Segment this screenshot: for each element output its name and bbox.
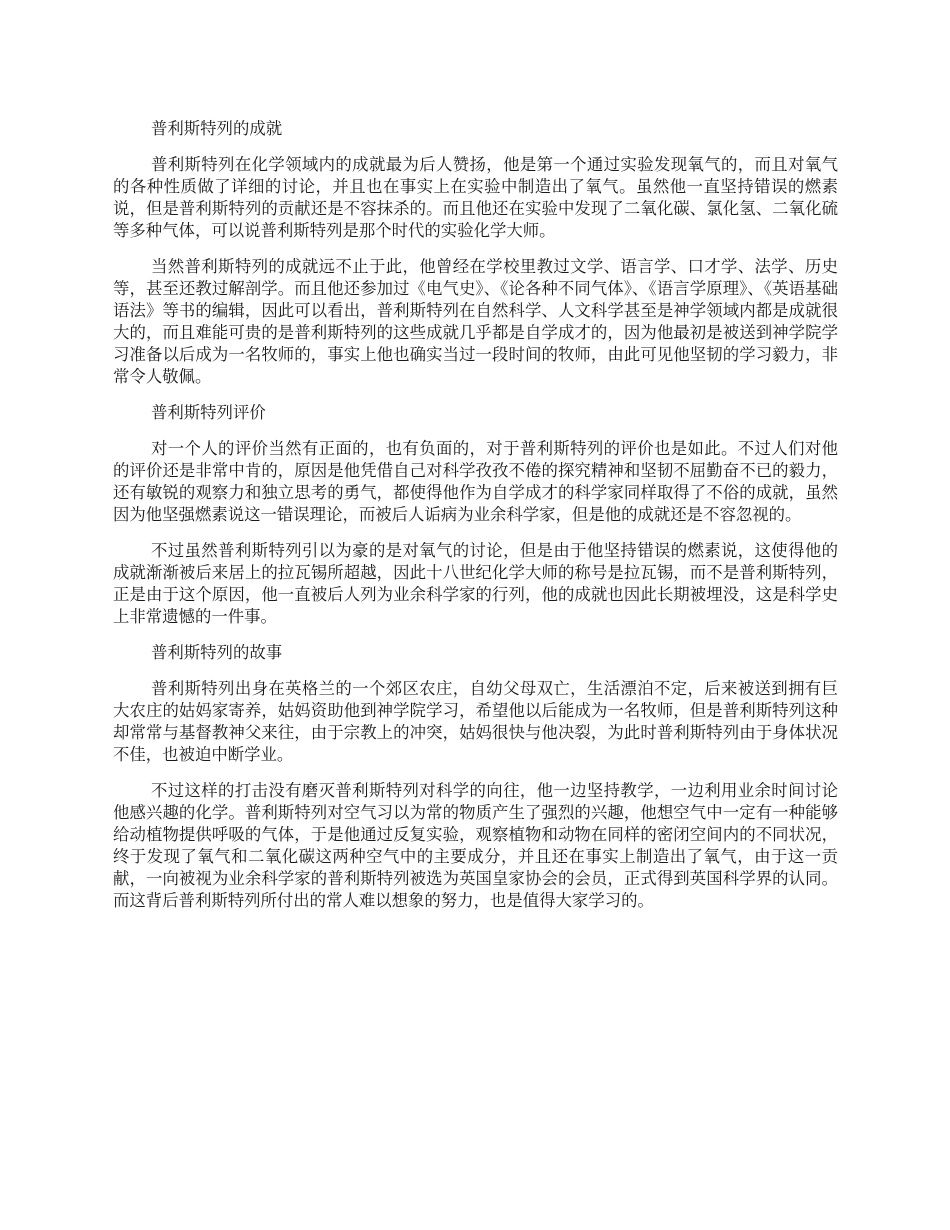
paragraph: 当然普利斯特列的成就远不止于此，他曾经在学校里教过文学、语言学、口才学、法学、历史等，甚至还教过解剖学。而且他还参加过《电气史》、《论各种不同气体》、《语言学原理》、《英语基础语法》等书的编辑，因此可以看出，普利斯特列在自然科学、人文科学甚至是神学领域内都是成就很大的，而且难能可贵的是普利斯特列的这些成就几乎都是自学成才的，因为他最初是被送到神学院学习准备以后成为一名牧师的，事实上他也确实当过一段时间的牧师，由此可见他坚韧的学习毅力，非常令人敬佩。	[113, 257, 838, 386]
section-achievements	[113, 118, 838, 388]
paragraph: 对一个人的评价当然有正面的，也有负面的，对于普利斯特列的评价也是如此。不过人们对他的评价还是非常中肯的，原因是他凭借自己对科学孜孜不倦的探究精神和坚韧不屈勤奋不已的毅力，还有敏锐的观察力和独立思考的勇气，都使得他作为自学成才的科学家同样取得了不俗的成就，虽然因为他坚强燃素说这一错误理论，而被后人诟病为业余科学家，但是他的成就还是不容忽视的。	[113, 439, 838, 524]
document-body	[113, 118, 838, 926]
paragraph: 不过虽然普利斯特列引以为豪的是对氧气的讨论，但是由于他坚持错误的燃素说，这使得他的成就渐渐被后来居上的拉瓦锡所超越，因此十八世纪化学大师的称号是拉瓦锡，而不是普利斯特列，正是由于这个原因，他一直被后人列为业余科学家的行列，他的成就也因此长期被埋没，这是科学史上非常遗憾的一件事。	[113, 541, 838, 626]
paragraph: 不过这样的打击没有磨灭普利斯特列对科学的向往，他一边坚持教学，一边利用业余时间讨论他感兴趣的化学。普利斯特列对空气习以为常的物质产生了强烈的兴趣，他想空气中一定有一种能够给动植物提供呼吸的气体，于是他通过反复实验，观察植物和动物在同样的密闭空间内的不同状况，终于发现了氧气和二氧化碳这两种空气中的主要成分，并且还在事实上制造出了氧气，由于这一贡献，一向被视为业余科学家的普利斯特列被选为英国皇家协会的会员，正式得到英国科学界的认同。而这背后普利斯特列所付出的常人难以想象的努力，也是值得大家学习的。	[113, 781, 838, 910]
section-evaluation	[113, 402, 838, 628]
section-story	[113, 642, 838, 912]
section-heading: 普利斯特列的故事	[151, 643, 283, 662]
section-heading: 普利斯特列评价	[151, 403, 266, 422]
paragraph: 普利斯特列出身在英格兰的一个郊区农庄，自幼父母双亡，生活漂泊不定，后来被送到拥有巨大农庄的姑妈家寄养，姑妈资助他到神学院学习，希望他以后能成为一名牧师，但是普利斯特列这种却常常与基督教神父来往，由于宗教上的冲突，姑妈很快与他决裂，为此时普利斯特列由于身体状况不佳，也被迫中断学业。	[113, 679, 838, 764]
paragraph: 普利斯特列在化学领域内的成就最为后人赞扬，他是第一个通过实验发现氧气的，而且对氧气的各种性质做了详细的讨论，并且也在事实上在实验中制造出了氧气。虽然他一直坚持错误的燃素说，但是普利斯特列的贡献还是不容抹杀的。而且他还在实验中发现了二氧化碳、氯化氢、二氧化硫等多种气体，可以说普利斯特列是那个时代的实验化学大师。	[113, 155, 838, 240]
section-heading: 普利斯特列的成就	[151, 119, 283, 138]
